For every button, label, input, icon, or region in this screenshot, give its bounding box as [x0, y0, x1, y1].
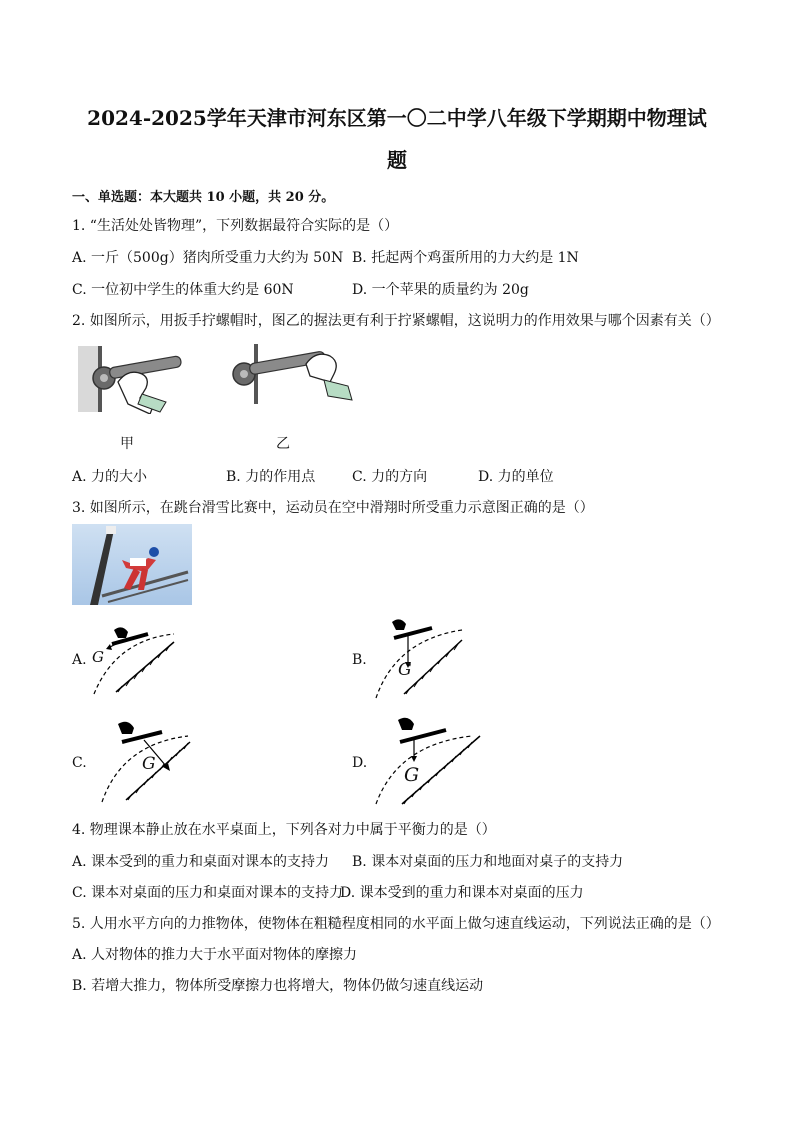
- wrench-figure-jia: [78, 344, 188, 414]
- q2-option-c: C. 力的方向: [352, 469, 428, 485]
- q1-option-a: A. 一斤（500g）猪肉所受重力大约为 50N: [72, 250, 344, 266]
- q4-option-c: C. 课本对桌面的压力和桌面对课本的支持力: [72, 885, 344, 901]
- q1-option-b: B. 托起两个鸡蛋所用的力大约是 1N: [352, 250, 579, 266]
- q3-option-d-label: D.: [352, 755, 368, 771]
- q3-option-b-label: B.: [352, 652, 367, 668]
- q3-option-c-label: C.: [72, 755, 87, 771]
- q3-force-label-c: G: [142, 754, 156, 774]
- page-title-line1: 2024-2025学年天津市河东区第一〇二中学八年级下学期期中物理试: [87, 106, 707, 130]
- q3-force-label-a: G: [92, 648, 104, 666]
- figure-caption-yi: 乙: [276, 436, 290, 452]
- question-4-stem: 4. 物理课本静止放在水平桌面上，下列各对力中属于平衡力的是（）: [72, 822, 496, 838]
- q2-option-d: D. 力的单位: [478, 469, 554, 485]
- q1-option-d: D. 一个苹果的质量约为 20g: [352, 282, 529, 298]
- q3-diagram-b: [370, 616, 470, 700]
- question-3-stem: 3. 如图所示，在跳台滑雪比赛中，运动员在空中滑翔时所受重力示意图正确的是（）: [72, 500, 594, 516]
- question-5-stem: 5. 人用水平方向的力推物体，使物体在粗糙程度相同的水平面上做匀速直线运动，下列说法正确的是（）: [72, 916, 720, 932]
- figure-caption-jia: 甲: [120, 436, 134, 452]
- q3-option-a-label: A.: [72, 652, 87, 668]
- question-2-stem: 2. 如图所示，用扳手拧螺帽时，图乙的握法更有利于拧紧螺帽，这说明力的作用效果与哪个因素有关（）: [72, 313, 720, 329]
- q5-option-a: A. 人对物体的推力大于水平面对物体的摩擦力: [72, 947, 358, 963]
- q4-option-b: B. 课本对桌面的压力和地面对桌子的支持力: [352, 854, 624, 870]
- q3-diagram-d: [372, 716, 486, 806]
- q1-option-c: C. 一位初中学生的体重大约是 60N: [72, 282, 294, 298]
- question-1-stem: 1. “生活处处皆物理”，下列数据最符合实际的是（）: [72, 218, 399, 234]
- ski-jumper-photo: [72, 524, 192, 605]
- section-heading: 一、单选题：本大题共 10 小题，共 20 分。: [72, 190, 335, 205]
- wrench-figure-yi: [226, 344, 356, 404]
- q5-option-b: B. 若增大推力，物体所受摩擦力也将增大，物体仍做匀速直线运动: [72, 978, 484, 994]
- q4-option-a: A. 课本受到的重力和桌面对课本的支持力: [72, 854, 330, 870]
- q4-option-d: D. 课本受到的重力和课本对桌面的压力: [340, 885, 584, 901]
- q3-force-label-d: G: [404, 764, 420, 786]
- q2-option-b: B. 力的作用点: [226, 469, 316, 485]
- q2-option-a: A. 力的大小: [72, 469, 148, 485]
- q3-force-label-b: G: [398, 660, 412, 680]
- page-title-line2: 题: [387, 148, 407, 172]
